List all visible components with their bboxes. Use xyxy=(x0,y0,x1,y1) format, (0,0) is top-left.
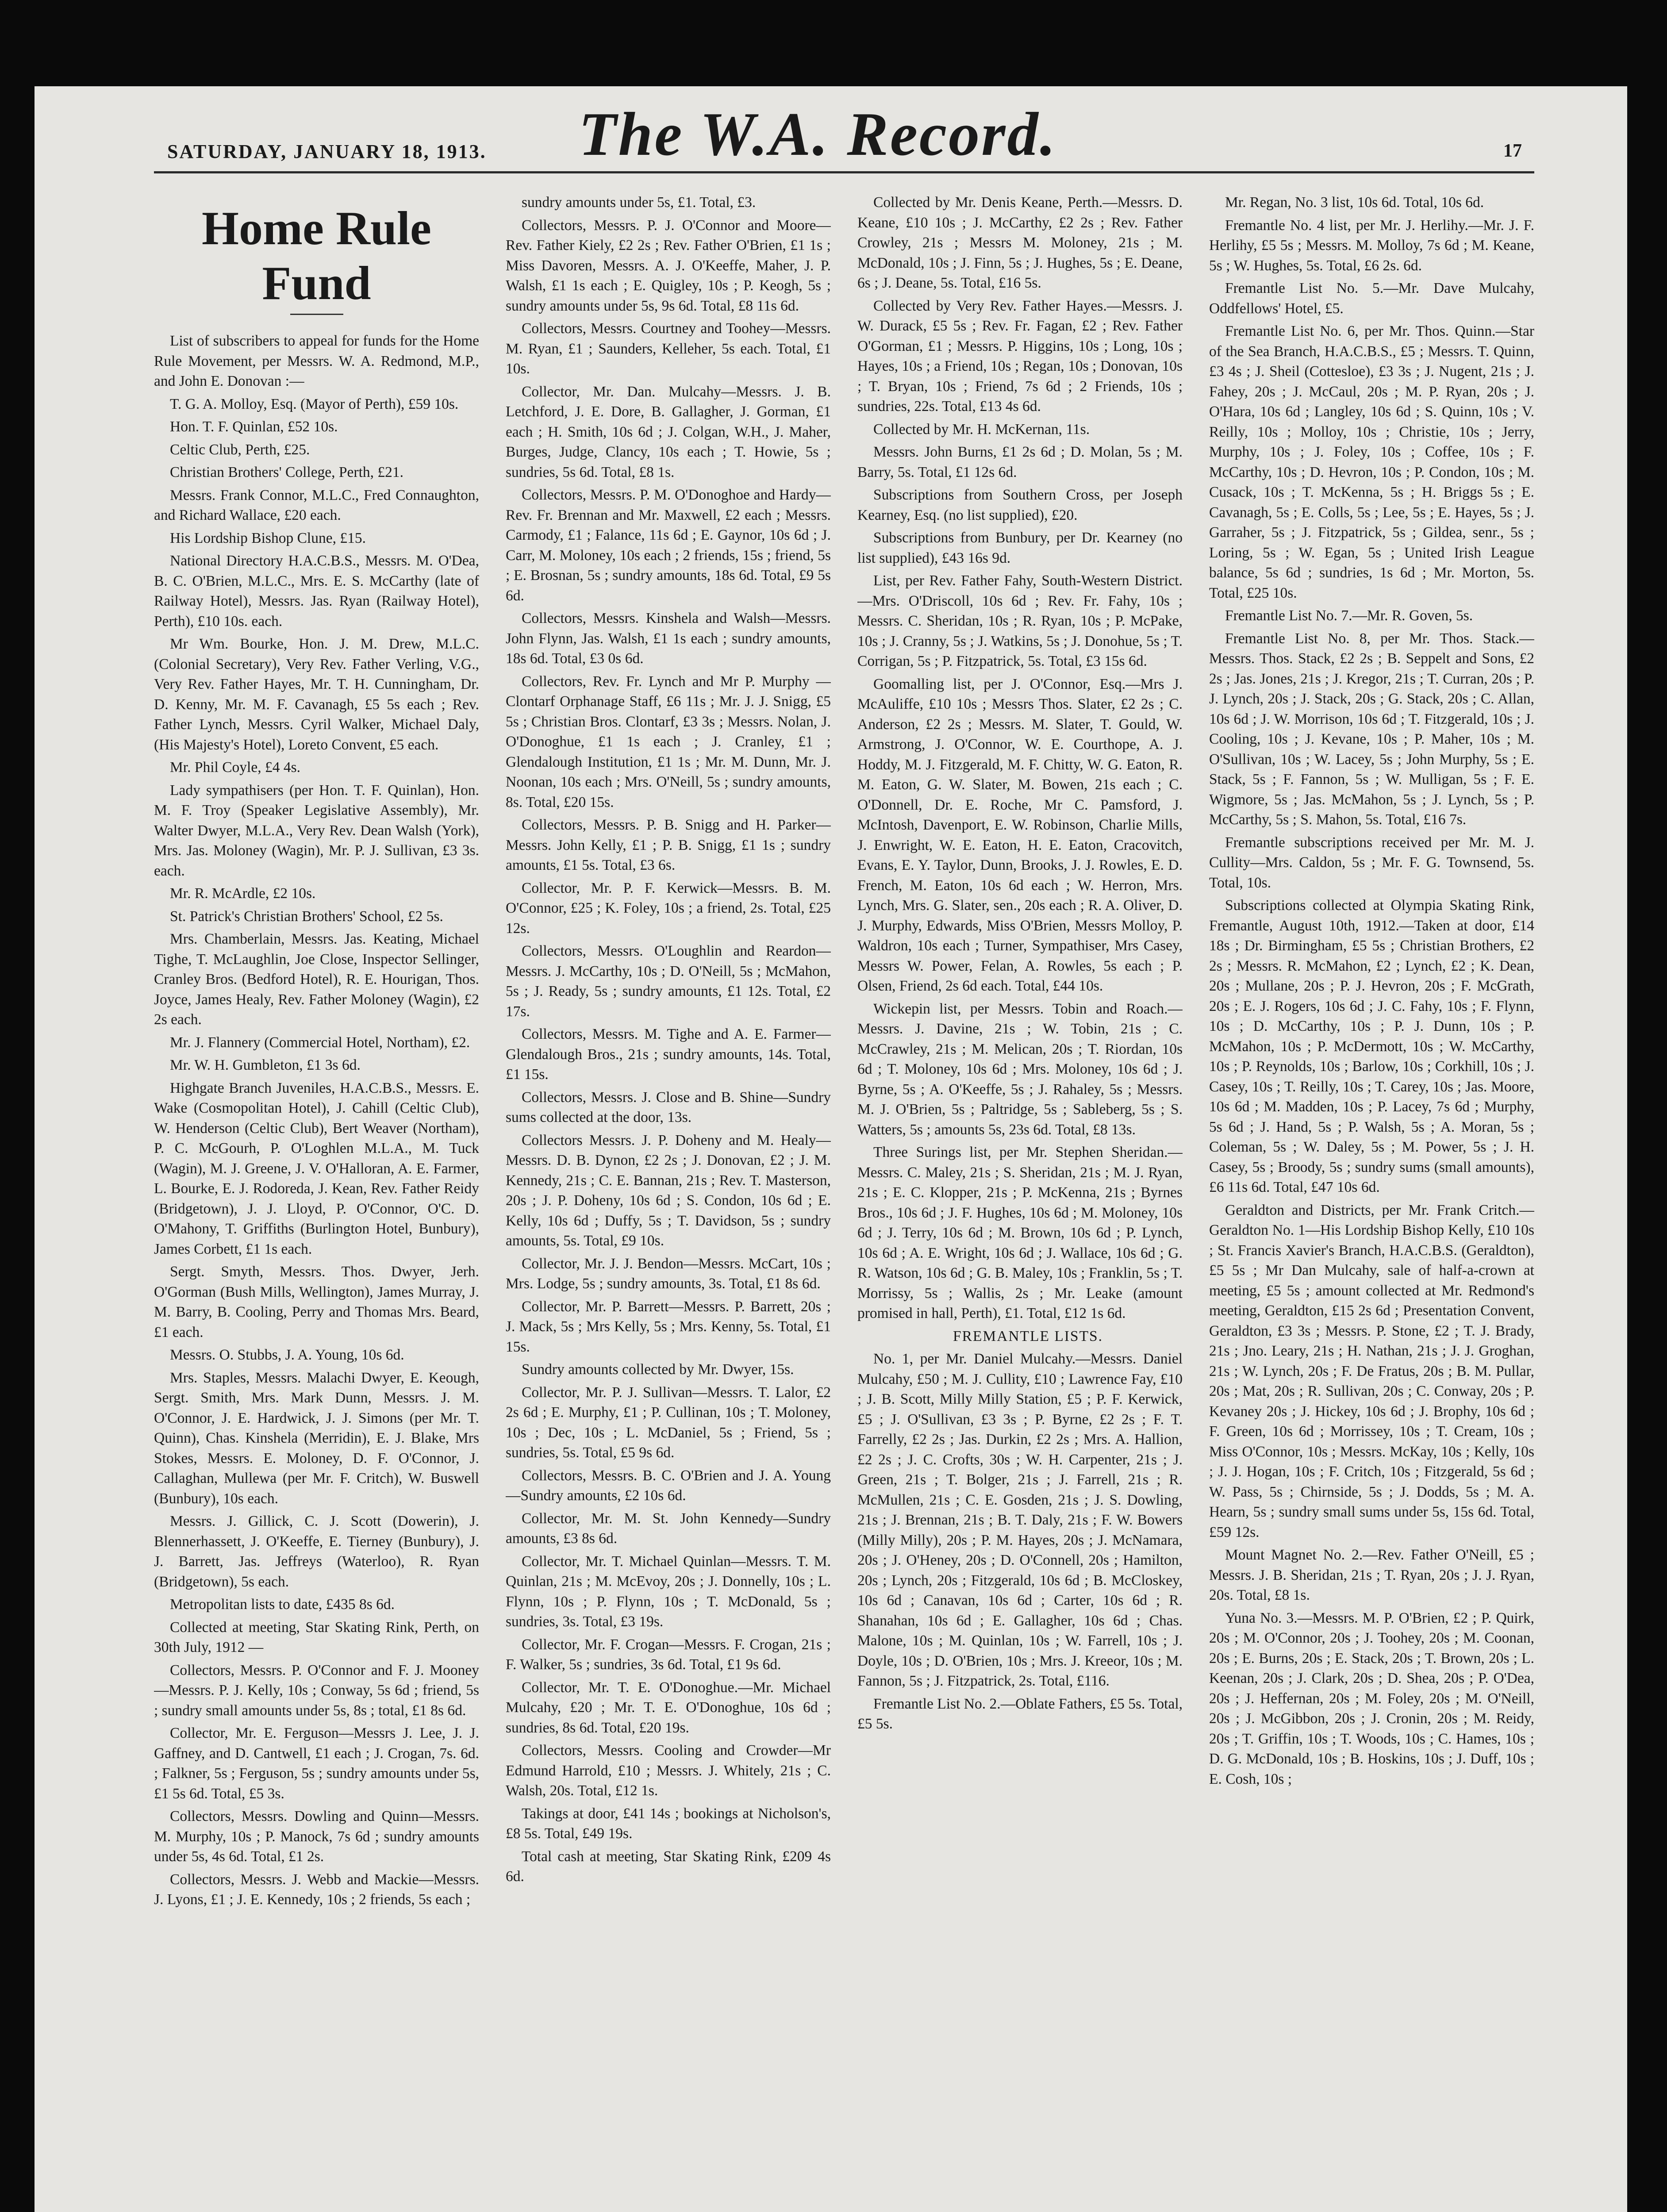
masthead-rule xyxy=(154,171,1534,173)
paragraph: Collectors, Messrs. Courtney and Toohey—Messrs. M. Ryan, £1 ; Saunders, Kelleher, 5s each. Total, £1 10s. xyxy=(506,320,831,377)
paragraph: Subscriptions from Bunbury, per Dr. Kearney (no list supplied), £43 16s 9d. xyxy=(857,530,1183,566)
paragraph: Total cash at meeting, Star Skating Rink, £209 4s 6d. xyxy=(506,1848,831,1885)
paragraph: Collected at meeting, Star Skating Rink, Perth, on 30th July, 1912 — xyxy=(154,1619,479,1655)
paragraph: Fremantle List No. 2.—Oblate Fathers, £5 5s. Total, £5 5s. xyxy=(857,1695,1183,1732)
newspaper-page xyxy=(35,86,1627,2212)
paragraph: Collector, Mr. Dan. Mulcahy—Messrs. J. B. Letchford, J. E. Dore, B. Gallagher, J. Gorman, £1 each ; H. Smith, 10s 6d ; J. Colgan, W.H., J. Maher, Burges, Judge, Clancy, 10s each ; T. Howie, 5s ; sundries, 5s 6d. Total, £8 1s. xyxy=(506,383,831,480)
paragraph: Geraldton and Districts, per Mr. Frank Critch.—Geraldton No. 1—His Lordship Bishop Kelly, £10 10s ; St. Francis Xavier's Branch, H.A.C.B.S. (Geraldton), £5 5s ; Mr Dan Mulcahy, sale of half-a-crown at meeting, £5 5s ; amount collected at Mr. Redmond's meeting, Geraldton, £15 2s 6d ; Presentation Convent, Geraldton, £3 3s ; Messrs. P. Stone, £2 ; T. J. Brady, 21s ; Jno. Leary, 21s ; H. Nathan, 21s ; J. J. Groghan, 21s ; W. Lynch, 20s ; F. De Fratus, 20s ; B. M. Pullar, 20s ; Mat, 20s ; R. Sullivan, 20s ; C. Conway, 20s ; P. Kevaney 20s ; J. Hickey, 10s 6d ; J. Brophy, 10s 6d ; F. Green, 10s 6d ; Morrissey, 10s ; T. Cream, 10s ; Miss O'Connor, 10s ; Messrs. McKay, 10s ; Kelly, 10s ; J. J. Hogan, 10s ; F. Critch, 10s ; Fitzgerald, 5s 6d ; W. Pass, 5s ; Chirnside, 5s ; J. Dodds, 5s ; M. A. Hearn, 5s ; sundry small sums under 5s, 15s 6d. Total, £59 12s. xyxy=(1209,1202,1534,1540)
paragraph: Sundry amounts collected by Mr. Dwyer, 15s. xyxy=(522,1361,794,1378)
paragraph: Collectors, Messrs. Dowling and Quinn—Messrs. M. Murphy, 10s ; P. Manock, 7s 6d ; sundry amounts under 5s, 4s 6d. Total, £1 2s. xyxy=(154,1808,479,1865)
paragraph: Mount Magnet No. 2.—Rev. Father O'Neill, £5 ; Messrs. J. B. Sheridan, 21s ; T. Ryan, 20s ; J. J. Ryan, 20s. Total, £8 1s. xyxy=(1209,1547,1534,1603)
paragraph: Messrs. Frank Connor, M.L.C., Fred Connaughton, and Richard Wallace, £20 each. xyxy=(154,487,479,523)
column-1-body xyxy=(154,331,479,1910)
paragraph: Mr. R. McArdle, £2 10s. xyxy=(170,885,316,902)
paragraph: Mr Wm. Bourke, Hon. J. M. Drew, M.L.C. (Colonial Secretary), Very Rev. Father Verling, V.G., Very Rev. Father Hayes, Mr. T. H. Cunningham, Dr. D. Kenny, Mr. M. F. Cavanagh, £5 5s each ; Rev. Father Lynch, Messrs. Cyril Walker, Michael Daly, (His Majesty's Hotel), Loreto Convent, £5 each. xyxy=(154,636,479,753)
paragraph: Mr. Regan, No. 3 list, 10s 6d. Total, 10s 6d. xyxy=(1225,194,1484,211)
paragraph: Collectors, Messrs. O'Loughlin and Reardon—Messrs. J. McCarthy, 10s ; D. O'Neill, 5s ; McMahon, 5s ; J. Ready, 5s ; sundry amounts, £1 12s. Total, £2 17s. xyxy=(506,943,831,1020)
paragraph: Fremantle List No. 6, per Mr. Thos. Quinn.—Star of the Sea Branch, H.A.C.B.S., £5 ; Messrs. T. Quinn, £3 4s ; J. Sheil (Cottesloe), £3 3s ; J. Nugent, 21s ; J. Fahey, 20s ; J. McCaul, 20s ; M. P. Ryan, 20s ; J. O'Hara, 10s 6d ; Langley, 10s 6d ; S. Quinn, 10s ; V. Reilly, 10s ; Molloy, 10s ; Christie, 10s ; Jerry, Murphy, 10s ; J. Foley, 10s ; Coffee, 10s ; F. McCarthy, 10s ; D. Hevron, 10s ; P. Condon, 10s ; M. Cusack, 10s ; T. McKenna, 5s ; H. Briggs 5s ; E. Cavanagh, 5s ; E. Colls, 5s ; Lee, 5s ; E. Hayes, 5s ; J. Garraher, 5s ; J. Fitzpatrick, 5s ; Gildea, senr., 5s ; Loring, 5s ; W. Egan, 5s ; United Irish League balance, 5s 6d ; sundries, 1s 6d ; Mr. Morton, 5s. Total, £25 10s. xyxy=(1209,323,1534,601)
paragraph: Mrs. Chamberlain, Messrs. Jas. Keating, Michael Tighe, T. McLaughlin, Joe Close, Inspector Sellinger, Cranley Bros. (Bedford Hotel), R. E. Hourigan, Thos. Joyce, James Healy, Rev. Father Moloney (Wagin), £2 2s each. xyxy=(154,931,479,1028)
paragraph: No. 1, per Mr. Daniel Mulcahy.—Messrs. Daniel Mulcahy, £50 ; M. J. Cullity, £10 ; Lawrence Fay, £10 ; J. B. Scott, Milly Milly Station, £5 ; P. F. Kerwick, £5 ; J. O'Sullivan, £3 3s ; P. Byrne, £2 2s ; F. T. Farrelly, £2 2s ; Jas. Durkin, £2 2s ; Mrs. A. Hallion, £2 2s ; J. C. Crofts, 30s ; W. H. Carpenter, 21s ; J. Green, 21s ; T. Bolger, 21s ; J. Farrell, 21s ; R. McMullen, 21s ; C. E. Gosden, 21s ; J. S. Dowling, 21s ; J. Brennan, 21s ; B. T. Daly, 21s ; F. W. Bowers (Milly Milly), 20s ; P. M. Hayes, 20s ; J. McNamara, 20s ; J. O'Heney, 20s ; D. O'Connell, 20s ; Hamilton, 20s ; Lynch, 20s ; Fitzgerald, 10s 6d ; B. McCloskey, 10s 6d ; Canavan, 10s 6d ; Carter, 10s 6d ; R. Shanahan, 10s 6d ; E. Gallagher, 10s 6d ; Chas. Malone, 10s ; M. Quinlan, 10s ; W. Farrell, 10s ; J. Doyle, 10s ; D. O'Brien, 10s ; Mrs. J. Kreeor, 10s ; M. Fannon, 5s ; J. Fitzpatrick, 2s. Total, £116. xyxy=(857,1351,1183,1689)
paragraph: Mr. Phil Coyle, £4 4s. xyxy=(170,759,301,776)
paragraph: Collector, Mr. P. F. Kerwick—Messrs. B. M. O'Connor, £25 ; K. Foley, 10s ; a friend, 2s. Total, £25 12s. xyxy=(506,879,831,937)
paragraph: Three Surings list, per Mr. Stephen Sheridan.—Messrs. C. Maley, 21s ; S. Sheridan, 21s ; M. J. Ryan, 21s ; E. C. Klopper, 21s ; P. McKenna, 21s ; Byrnes Bros., 10s 6d ; J. F. Hughes, 10s 6d ; M. Moloney, 10s 6d ; J. Terry, 10s 6d ; M. Brown, 10s 6d ; P. Lynch, 10s 6d ; A. E. Wright, 10s 6d ; J. Wallace, 10s 6d ; G. R. Watson, 10s 6d ; G. B. Maley, 10s ; Franklin, 5s ; T. Morrissy, 5s ; Wallis, 2s ; Mr. Leake (amount promised in hall, Perth), £1. Total, £12 1s 6d. xyxy=(857,1144,1183,1321)
column-1 xyxy=(154,192,479,2212)
paragraph: Mrs. Staples, Messrs. Malachi Dwyer, E. Keough, Sergt. Smith, Mrs. Mark Dunn, Messrs. J. M. O'Connor, J. E. Hardwick, J. J. Simons (per Mr. T. Quinn), Chas. Kinshela (Merridin), E. J. Blake, Mrs Stokes, Messrs. E. Moloney, D. F. O'Connor, J. Callaghan, Mullewa (per Mr. F. Critch), W. Buswell (Bunbury), 10s each. xyxy=(154,1369,479,1507)
paragraph: Sergt. Smyth, Messrs. Thos. Dwyer, Jerh. O'Gorman (Bush Mills, Wellington), James Murray, J. M. Barry, B. Cooling, Perry and Thomas Mrs. Beard, £1 each. xyxy=(154,1263,479,1340)
paragraph: Highgate Branch Juveniles, H.A.C.B.S., Messrs. E. Wake (Cosmopolitan Hotel), J. Cahill (Celtic Club), W. Henderson (Celtic Club), Bert Weaver (Northam), P. C. McGourh, P. O'Loghlen M.L.A., M. Tuck (Wagin), M. J. Greene, J. V. O'Halloran, A. E. Farmer, L. Bourke, E. J. Rodoreda, J. Kean, Rev. Father Reidy (Bridgetown), J. J. Lloyd, P. O'Connor, O'C. D. O'Mahony, T. Griffiths (Burlington Hotel, Bunbury), James Corbett, £1 1s each. xyxy=(154,1079,479,1257)
paragraph: Collectors, Messrs. M. Tighe and A. E. Farmer—Glendalough Bros., 21s ; sundry amounts, 14s. Total, £1 15s. xyxy=(506,1026,831,1083)
paragraph: Wickepin list, per Messrs. Tobin and Roach.—Messrs. J. Davine, 21s ; W. Tobin, 21s ; C. McCrawley, 21s ; M. Melican, 20s ; T. Riordan, 10s 6d ; T. Moloney, 10s 6d ; Mrs. Moloney, 10s 6d ; J. Byrne, 5s ; A. O'Keeffe, 5s ; J. Rahaley, 5s ; Messrs. M. J. O'Brien, 5s ; Paltridge, 5s ; Sableberg, 5s ; S. Watters, 5s ; amounts 5s, 23s 6d. Total, £8 13s. xyxy=(857,1000,1183,1138)
paragraph: Collectors, Messrs. J. Webb and Mackie—Messrs. J. Lyons, £1 ; J. E. Kennedy, 10s ; 2 friends, 5s each ; xyxy=(154,1871,479,1908)
paragraph: His Lordship Bishop Clune, £15. xyxy=(170,530,366,546)
paragraph: Collected by Very Rev. Father Hayes.—Messrs. J. W. Durack, £5 5s ; Rev. Fr. Fagan, £2 ; Rev. Father O'Gorman, £1 ; Messrs. P. Higgins, 10s ; Long, 10s ; Hayes, 10s ; a Friend, 10s ; Regan, 10s ; Donovan, 10s ; T. Bryan, 10s ; Friend, 7s 6d ; 2 Friends, 10s ; sundries, 22s. Total, £13 4s 6d. xyxy=(857,297,1183,415)
paragraph: National Directory H.A.C.B.S., Messrs. M. O'Dea, B. C. O'Brien, M.L.C., Mrs. E. S. McCarthy (late of Railway Hotel), Messrs. Jas. Ryan (Railway Hotel), Perth), £10 10s. each. xyxy=(154,553,479,630)
column-3-body-2 xyxy=(857,1349,1183,1734)
paragraph: Christian Brothers' College, Perth, £21. xyxy=(170,464,404,480)
paragraph: Collector, Mr. T. E. O'Donoghue.—Mr. Michael Mulcahy, £20 ; Mr. T. E. O'Donoghue, 10s 6d ; sundries, 8s 6d. Total, £20 19s. xyxy=(506,1679,831,1736)
column-3 xyxy=(857,192,1183,2212)
paragraph: Collectors, Messrs. J. Close and B. Shine—Sundry sums collected at the door, 13s. xyxy=(506,1089,831,1125)
paragraph: Collector, Mr. J. J. Bendon—Messrs. McCart, 10s ; Mrs. Lodge, 5s ; sundry amounts, 3s. Total, £1 8s 6d. xyxy=(506,1255,831,1292)
paragraph: Yuna No. 3.—Messrs. M. P. O'Brien, £2 ; P. Quirk, 20s ; M. O'Connor, 20s ; J. Toohey, 20s ; M. Coonan, 20s ; E. Burns, 20s ; E. Stack, 20s ; T. Brown, 20s ; L. Keenan, 20s ; J. Clark, 20s ; D. Shea, 20s ; P. O'Dea, 20s ; J. Heffernan, 20s ; M. Foley, 20s ; M. O'Neill, 20s ; J. McGibbon, 20s ; J. Cronin, 20s ; M. Reidy, 20s ; T. Griffin, 10s ; T. Woods, 10s ; C. Hames, 10s ; D. G. McDonald, 10s ; B. Hoskins, 10s ; J. Duff, 10s ; E. Cosh, 10s ; xyxy=(1209,1609,1534,1787)
column-3-body xyxy=(857,192,1183,1324)
paragraph: Collectors, Messrs. P. J. O'Connor and Moore—Rev. Father Kiely, £2 2s ; Rev. Father O'Brien, £1 1s ; Miss Davoren, Messrs. A. J. O'Keeffe, Maher, J. P. Walsh, £1 1s each ; E. Quigley, 10s ; P. Keogh, 5s ; sundry amounts under 5s, 9s 6d. Total, £8 11s 6d. xyxy=(506,217,831,314)
issue-date: SATURDAY, JANUARY 18, 1913. xyxy=(167,141,487,162)
paragraph: Messrs. John Burns, £1 2s 6d ; D. Molan, 5s ; M. Barry, 5s. Total, £1 12s 6d. xyxy=(857,444,1183,480)
paragraph: Messrs. O. Stubbs, J. A. Young, 10s 6d. xyxy=(170,1347,404,1363)
paragraph: Collectors, Messrs. Cooling and Crowder—Mr Edmund Harrold, £10 ; Messrs. J. Whitely, 21s ; C. Walsh, 20s. Total, £12 1s. xyxy=(506,1742,831,1799)
paragraph: Collector, Mr. P. Barrett—Messrs. P. Barrett, 20s ; J. Mack, 5s ; Mrs Kelly, 5s ; Mrs. Kenny, 5s. Total, £1 15s. xyxy=(506,1298,831,1355)
paragraph: St. Patrick's Christian Brothers' School, £2 5s. xyxy=(170,908,443,925)
newspaper-title: The W.A. Record. xyxy=(579,100,1057,169)
paragraph: Collector, Mr. T. Michael Quinlan—Messrs. T. M. Quinlan, 21s ; M. McEvoy, 20s ; J. Donnelly, 10s ; L. Flynn, 10s ; P. Flynn, 10s ; T. McDonald, 5s ; sundries, 3s. Total, £3 19s. xyxy=(506,1553,831,1630)
column-4 xyxy=(1209,192,1534,2212)
paragraph: Collector, Mr. E. Ferguson—Messrs J. Lee, J. J. Gaffney, and D. Cantwell, £1 each ; J. Crogan, 7s. 6d. ; Falkner, 5s ; Ferguson, 5s ; sundry amounts under 5s, £1 5s 6d. Total, £5 3s. xyxy=(154,1725,479,1802)
paragraph: Mr. W. H. Gumbleton, £1 3s 6d. xyxy=(170,1057,361,1073)
paragraph: Collector, Mr. P. J. Sullivan—Messrs. T. Lalor, £2 2s 6d ; E. Murphy, £1 ; P. Cullinan, 10s ; T. Moloney, 10s ; Dec, 10s ; L. McDaniel, 5s ; Friend, 5s ; sundries, 5s. Total, £5 9s 6d. xyxy=(506,1384,831,1461)
column-4-body xyxy=(1209,192,1534,1789)
paragraph: Collectors, Messrs. P. M. O'Donoghoe and Hardy—Rev. Fr. Brennan and Mr. Maxwell, £2 each ; Messrs. Carmody, £1 ; Falance, 11s 6d ; E. Gaynor, 10s 6d ; J. Carr, M. Moloney, 10s each ; 2 friends, 15s ; friend, 5s ; E. Brosnan, 5s ; sundry amounts, 18s 6d. Total, £9 5s 6d. xyxy=(506,487,831,604)
paragraph: T. G. A. Molloy, Esq. (Mayor of Perth), £59 10s. xyxy=(170,396,459,412)
paragraph: Mr. J. Flannery (Commercial Hotel, Northam), £2. xyxy=(170,1034,470,1051)
paragraph: Messrs. J. Gillick, C. J. Scott (Dowerin), J. Blennerhassett, J. O'Keeffe, E. Tierney (Bunbury), J. J. Barrett, Jas. Jeffreys (Waterloo), R. Ryan (Bridgetown), 5s each. xyxy=(154,1513,479,1590)
paragraph: Fremantle subscriptions received per Mr. M. J. Cullity—Mrs. Caldon, 5s ; Mr. F. G. Townsend, 5s. Total, 10s. xyxy=(1209,834,1534,891)
paragraph: Collectors, Messrs. P. B. Snigg and H. Parker—Messrs. John Kelly, £1 ; P. B. Snigg, £1 1s ; sundry amounts, £1 5s. Total, £3 6s. xyxy=(506,817,831,873)
paragraph: Goomalling list, per J. O'Connor, Esq.—Mrs J. McAuliffe, £10 10s ; Messrs Thos. Slater, £2 2s ; C. Anderson, £2 2s ; Messrs. M. Slater, T. Gould, W. Armstrong, J. O'Connor, W. E. Courthope, A. J. Hoddy, M. J. Fitzgerald, M. F. Chitty, W. G. Eaton, R. M. Eaton, G. W. Slater, M. Bowen, 21s each ; C. O'Donnell, Dr. E. Roche, Mr C. Pamsford, J. McIntosh, Davenport, E. W. Robinson, Charlie Mills, J. Enwright, W. E. Eaton, H. E. Eaton, Cracovitch, Evans, E. Y. Taylor, Dunn, Brooks, J. J. Rowles, E. D. French, M. Eaton, 10s 6d each ; W. Herron, Mrs. Lynch, Mrs. G. Slater, sen., 20s each ; R. A. Oliver, D. J. Murphy, Edwards, Miss O'Brien, Messrs Molloy, P. Waldron, 10s each ; Turner, Sympathiser, Mrs Casey, Messrs W. Power, Felan, A. Rowles, 5s each ; P. Olsen, Friend, 2s 6d each. Total, £44 10s. xyxy=(857,676,1183,994)
paragraph: Collected by Mr. Denis Keane, Perth.—Messrs. D. Keane, £10 10s ; J. McCarthy, £2 2s ; Rev. Father Crowley, 21s ; Messrs M. Moloney, 21s ; M. McDonald, 10s ; J. Finn, 5s ; J. Hughes, 5s ; E. Deane, 6s ; J. Deane, 5s. Total, £16 5s. xyxy=(857,194,1183,291)
paragraph: Collected by Mr. H. McKernan, 11s. xyxy=(873,421,1090,438)
paragraph: List, per Rev. Father Fahy, South-Western District.—Mrs. O'Driscoll, 10s 6d ; Rev. Fr. Fahy, 10s ; Messrs. C. Sheridan, 10s ; R. Ryan, 10s ; P. McPake, 10s ; J. Cranny, 5s ; J. Watkins, 5s ; J. Donohue, 5s ; T. Corrigan, 5s ; P. Fitzpatrick, 5s. Total, £3 15s 6d. xyxy=(857,572,1183,669)
paragraph: Fremantle List No. 7.—Mr. R. Goven, 5s. xyxy=(1225,607,1473,624)
column-2-body xyxy=(506,192,831,1887)
paragraph: Subscriptions collected at Olympia Skating Rink, Fremantle, August 10th, 1912.—Taken at door, £14 18s ; Dr. Birmingham, £5 5s ; Christian Brothers, £2 2s ; Messrs. R. McMahon, £2 ; Lynch, £2 ; K. Dean, 20s ; Mullane, 20s ; P. J. Hevron, 20s ; F. McGrath, 20s ; E. J. Rogers, 10s 6d ; J. C. Fahy, 10s ; F. Flynn, 10s ; D. McCarthy, 10s ; P. J. Dunn, 10s ; P. McMahon, 10s ; P. McDermott, 10s ; W. McCarthy, 10s ; P. Reynolds, 10s ; Barlow, 10s ; Corkhill, 10s ; J. Casey, 10s ; T. Reilly, 10s ; T. Carey, 10s ; Jas. Moore, 10s 6d ; M. Madden, 10s ; P. Lacey, 7s 6d ; Murphy, 5s 6d ; J. Hand, 5s ; P. Walsh, 5s ; A. Moran, 5s ; Coleman, 5s ; W. Daley, 5s ; M. Power, 5s ; J. H. Casey, 5s ; Broody, 5s ; sundry sums (small amounts), £6 11s 6d. Total, £47 10s 6d. xyxy=(1209,897,1534,1195)
paragraph: Lady sympathisers (per Hon. T. F. Quinlan), Hon. M. F. Troy (Speaker Legislative Assembly), Mr. Walter Dwyer, M.L.A., Very Rev. Dean Walsh (York), Mrs. Jas. Moloney (Wagin), Mr. P. J. Sullivan, £3 3s. each. xyxy=(154,782,479,879)
article-heading: Home Rule Fund xyxy=(202,202,431,310)
page-number: 17 xyxy=(1503,141,1522,161)
paragraph: Celtic Club, Perth, £25. xyxy=(170,441,310,458)
paragraph: sundry amounts under 5s, £1. Total, £3. xyxy=(522,194,756,211)
paragraph: Takings at door, £41 14s ; bookings at Nicholson's, £8 5s. Total, £49 19s. xyxy=(506,1805,831,1842)
article-columns xyxy=(154,192,1534,2212)
paragraph: Collectors, Messrs. P. O'Connor and F. J. Mooney—Messrs. P. J. Kelly, 10s ; Conway, 5s 6d ; friend, 5s ; sundry small amounts under 5s, 8s ; total, £1 8s 6d. xyxy=(154,1662,479,1719)
column-2 xyxy=(506,192,831,2212)
paragraph: Subscriptions from Southern Cross, per Joseph Kearney, Esq. (no list supplied), £20. xyxy=(857,487,1183,523)
paragraph: Collectors, Messrs. Kinshela and Walsh—Messrs. John Flynn, Jas. Walsh, £1 1s each ; sundry amounts, 18s 6d. Total, £3 0s 6d. xyxy=(506,610,831,667)
paragraph: Hon. T. F. Quinlan, £52 10s. xyxy=(170,419,338,435)
paragraph: Collectors, Rev. Fr. Lynch and Mr P. Murphy — Clontarf Orphanage Staff, £6 11s ; Mr. J. J. Snigg, £5 5s ; Christian Bros. Clontarf, £3 3s ; Messrs. Nolan, J. O'Donoghue, £1 1s each ; J. Cranley, £1 ; Glendalough Institution, £1 1s ; Mr. M. Dunn, Mr. J. Noonan, 10s each ; Mrs. O'Neill, 5s ; sundry amounts, 8s. Total, £20 15s. xyxy=(506,673,831,810)
paragraph: List of subscribers to appeal for funds for the Home Rule Movement, per Messrs. W. A. Redmond, M.P., and John E. Donovan :— xyxy=(154,333,479,389)
paragraph: Collector, Mr. F. Crogan—Messrs. F. Crogan, 21s ; F. Walker, 5s ; sundries, 3s 6d. Total, £1 9s 6d. xyxy=(506,1636,831,1673)
paragraph: Metropolitan lists to date, £435 8s 6d. xyxy=(170,1596,395,1613)
paragraph: Collectors, Messrs. B. C. O'Brien and J. A. Young—Sundry amounts, £2 10s 6d. xyxy=(506,1467,831,1504)
paragraph: Fremantle List No. 8, per Mr. Thos. Stack.—Messrs. Thos. Stack, £2 2s ; B. Seppelt and Sons, £2 2s ; Jas. Jones, 21s ; J. Kregor, 21s ; T. Curran, 20s ; P. J. Lynch, 20s ; J. Stack, 20s ; G. Stack, 20s ; C. Allan, 10s 6d ; J. W. Morrison, 10s 6d ; T. Fitzgerald, 10s ; J. Cooling, 10s ; J. Kevane, 10s ; P. Maher, 10s ; M. O'Sullivan, 10s ; W. Lacey, 5s ; John Murphy, 5s ; E. Stack, 5s ; F. Fannon, 5s ; W. Mulligan, 5s ; F. E. Wigmore, 5s ; Jas. McMahon, 5s ; J. Lynch, 5s ; P. McCarthy, 5s ; S. Mahon, 5s. Total, £16 7s. xyxy=(1209,630,1534,828)
paragraph: Fremantle No. 4 list, per Mr. J. Herlihy.—Mr. J. F. Herlihy, £5 5s ; Messrs. M. Molloy, 7s 6d ; M. Keane, 5s ; W. Hughes, 5s. Total, £6 2s. 6d. xyxy=(1209,217,1534,274)
paragraph: Collectors Messrs. J. P. Doheny and M. Healy—Messrs. D. B. Dynon, £2 2s ; J. Donovan, £2 ; J. M. Kennedy, 21s ; C. E. Bannan, 21s ; Rev. T. Masterson, 20s ; J. P. Doheny, 10s 6d ; S. Condon, 10s 6d ; E. Kelly, 10s 6d ; Duffy, 5s ; T. Davidson, 5s ; sundry amounts, 5s. Total, £9 10s. xyxy=(506,1132,831,1249)
heading-rule xyxy=(290,314,343,315)
section-title: FREMANTLE LISTS. xyxy=(953,1328,1103,1344)
paragraph: Collector, Mr. M. St. John Kennedy—Sundry amounts, £3 8s 6d. xyxy=(506,1510,831,1547)
paragraph: Fremantle List No. 5.—Mr. Dave Mulcahy, Oddfellows' Hotel, £5. xyxy=(1209,280,1534,317)
